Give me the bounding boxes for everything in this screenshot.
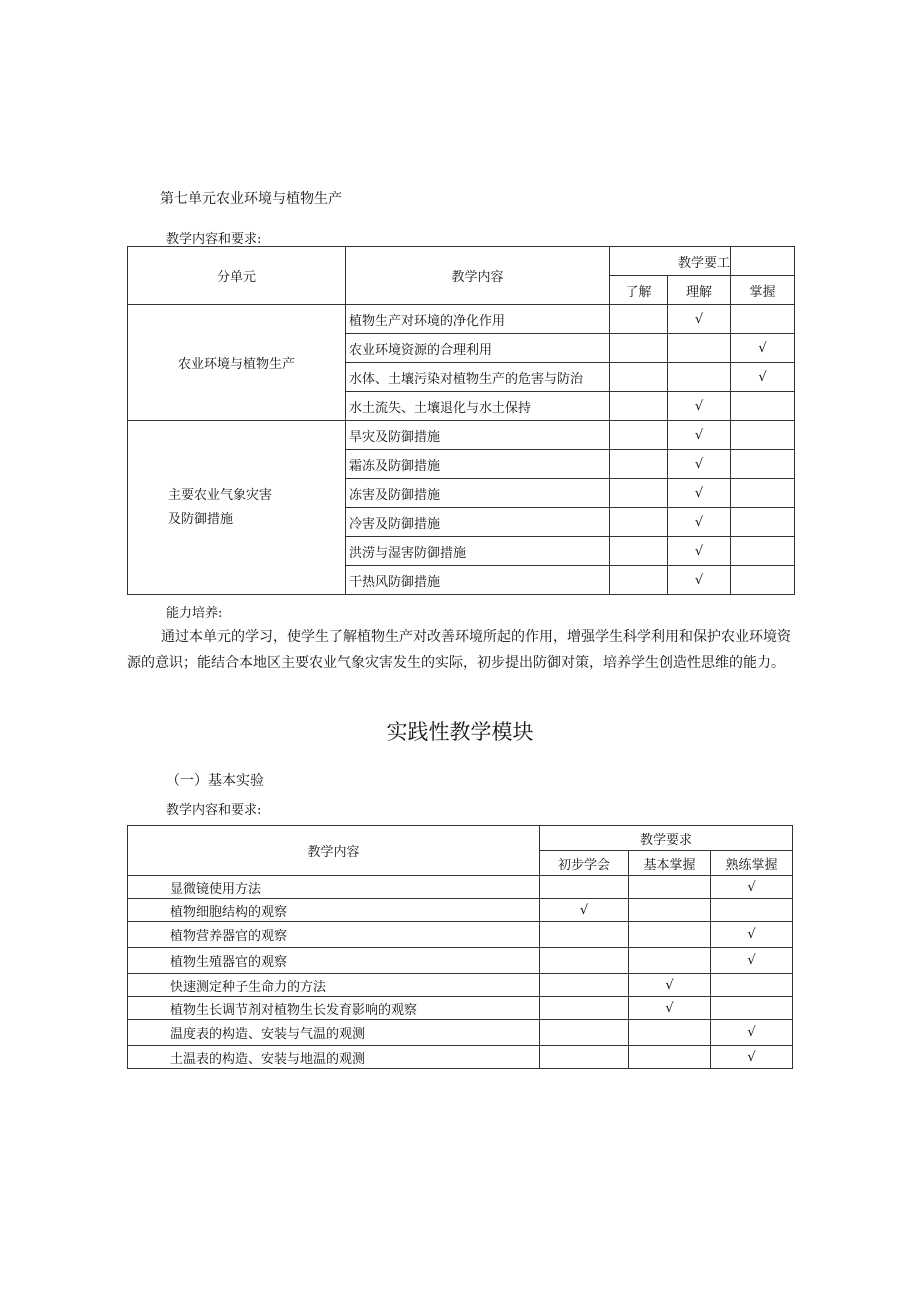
mark-cell bbox=[610, 334, 668, 363]
mark-cell: √ bbox=[711, 1020, 793, 1046]
mark-cell: √ bbox=[668, 537, 731, 566]
content-cell: 水土流失、土壤退化与水土保持 bbox=[346, 392, 610, 421]
content-cell: 快速测定种子生命力的方法 bbox=[128, 974, 540, 997]
content-cell: 冷害及防御措施 bbox=[346, 508, 610, 537]
mark-cell bbox=[540, 948, 629, 974]
mark-cell bbox=[540, 876, 629, 899]
mark-cell bbox=[731, 479, 795, 508]
mark-cell: √ bbox=[668, 421, 731, 450]
section-title: （一）基本实验 bbox=[166, 773, 264, 789]
mark-cell bbox=[540, 1020, 629, 1046]
content-cell: 洪涝与湿害防御措施 bbox=[346, 537, 610, 566]
mark-cell: √ bbox=[711, 948, 793, 974]
mark-cell bbox=[731, 421, 795, 450]
mark-cell bbox=[668, 334, 731, 363]
table1-label: 教学内容和要求: bbox=[166, 232, 262, 247]
content-cell: 冻害及防御措施 bbox=[346, 479, 610, 508]
header-requirements: 教学要工 bbox=[610, 247, 731, 276]
mark-cell bbox=[540, 922, 629, 948]
mark-cell bbox=[610, 392, 668, 421]
header-level-basic: 基本掌握 bbox=[629, 851, 711, 876]
header-level-understand-basic: 了解 bbox=[610, 276, 668, 305]
mark-cell bbox=[610, 566, 668, 595]
mark-cell: √ bbox=[668, 566, 731, 595]
content-cell: 显微镜使用方法 bbox=[128, 876, 540, 899]
content-cell: 植物生长调节剂对植物生长发育影响的观察 bbox=[128, 997, 540, 1020]
ability-label: 能力培养: bbox=[166, 606, 223, 621]
mark-cell: √ bbox=[540, 899, 629, 922]
mark-cell bbox=[731, 508, 795, 537]
content-cell: 植物生殖器官的观察 bbox=[128, 948, 540, 974]
ability-paragraph: 通过本单元的学习，使学生了解植物生产对改善环境所起的作用，增强学生科学利用和保护农业环境资源的意识；能结合本地区主要农业气象灾害发生的实际，初步提出防御对策，培养学生创造性思维的能力。 bbox=[127, 629, 791, 671]
mark-cell: √ bbox=[711, 922, 793, 948]
content-cell: 植物细胞结构的观察 bbox=[128, 899, 540, 922]
mark-cell bbox=[629, 899, 711, 922]
header-requirements: 教学要求 bbox=[540, 826, 793, 851]
mark-cell bbox=[629, 876, 711, 899]
header-level-master: 掌握 bbox=[731, 276, 795, 305]
mark-cell bbox=[540, 997, 629, 1020]
mark-cell bbox=[540, 974, 629, 997]
header-level-proficient: 熟练掌握 bbox=[711, 851, 793, 876]
content-cell: 土温表的构造、安装与地温的观测 bbox=[128, 1046, 540, 1069]
mark-cell: √ bbox=[668, 508, 731, 537]
mark-cell bbox=[610, 305, 668, 334]
content-cell: 农业环境资源的合理利用 bbox=[346, 334, 610, 363]
content-cell: 霜冻及防御措施 bbox=[346, 450, 610, 479]
mark-cell: √ bbox=[668, 479, 731, 508]
mark-cell bbox=[610, 479, 668, 508]
subunit-cell: 农业环境与植物生产 bbox=[128, 305, 346, 421]
table2-label: 教学内容和要求: bbox=[166, 803, 262, 818]
subunit-line: 及防御措施 bbox=[168, 511, 234, 527]
content-cell: 温度表的构造、安装与气温的观测 bbox=[128, 1020, 540, 1046]
mark-cell bbox=[731, 392, 795, 421]
teaching-requirements-table-1 bbox=[127, 246, 795, 595]
header-content: 教学内容 bbox=[128, 826, 540, 876]
mark-cell bbox=[731, 537, 795, 566]
content-cell: 植物营养器官的观察 bbox=[128, 922, 540, 948]
mark-cell bbox=[610, 421, 668, 450]
mark-cell: √ bbox=[668, 305, 731, 334]
content-cell: 干热风防御措施 bbox=[346, 566, 610, 595]
mark-cell bbox=[629, 1020, 711, 1046]
mark-cell: √ bbox=[711, 876, 793, 899]
mark-cell: √ bbox=[731, 334, 795, 363]
header-subunit: 分单元 bbox=[128, 247, 346, 305]
content-cell: 植物生产对环境的净化作用 bbox=[346, 305, 610, 334]
header-level-beginner: 初步学会 bbox=[540, 851, 629, 876]
mark-cell bbox=[629, 922, 711, 948]
header-blank bbox=[731, 247, 795, 276]
mark-cell bbox=[731, 305, 795, 334]
mark-cell: √ bbox=[668, 450, 731, 479]
mark-cell: √ bbox=[711, 1046, 793, 1069]
mark-cell bbox=[711, 899, 793, 922]
mark-cell bbox=[731, 566, 795, 595]
unit-title: 第七单元农业环境与植物生产 bbox=[160, 191, 342, 207]
mark-cell bbox=[711, 974, 793, 997]
content-cell: 旱灾及防御措施 bbox=[346, 421, 610, 450]
subunit-cell-weather bbox=[128, 421, 346, 595]
teaching-requirements-table-2 bbox=[127, 825, 793, 1069]
module-title: 实践性教学模块 bbox=[386, 720, 534, 744]
mark-cell bbox=[629, 1046, 711, 1069]
content-cell: 水体、土壤污染对植物生产的危害与防治 bbox=[346, 363, 610, 392]
mark-cell bbox=[610, 363, 668, 392]
mark-cell bbox=[610, 537, 668, 566]
mark-cell: √ bbox=[668, 392, 731, 421]
mark-cell: √ bbox=[731, 363, 795, 392]
mark-cell bbox=[610, 508, 668, 537]
mark-cell bbox=[668, 363, 731, 392]
mark-cell bbox=[731, 450, 795, 479]
mark-cell bbox=[629, 948, 711, 974]
subunit-line: 主要农业气象灾害 bbox=[168, 487, 273, 503]
mark-cell bbox=[711, 997, 793, 1020]
mark-cell bbox=[610, 450, 668, 479]
mark-cell bbox=[540, 1046, 629, 1069]
header-level-comprehend: 理解 bbox=[668, 276, 731, 305]
mark-cell: √ bbox=[629, 974, 711, 997]
mark-cell: √ bbox=[629, 997, 711, 1020]
header-content: 教学内容 bbox=[346, 247, 610, 305]
